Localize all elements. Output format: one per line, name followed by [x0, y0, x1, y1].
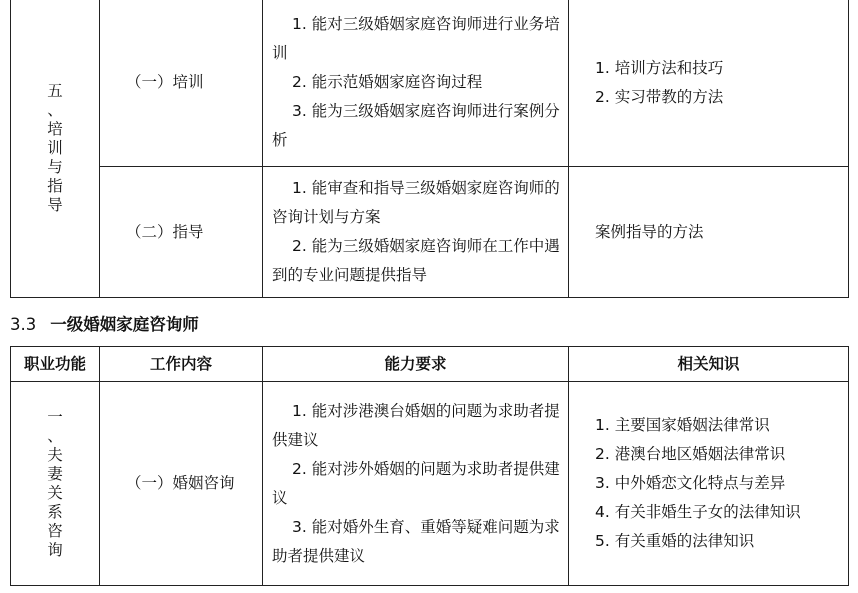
table-row [11, 167, 849, 298]
table-row [11, 0, 849, 167]
function-cell [11, 382, 100, 586]
knowledge-item: 案例指导的方法 [595, 222, 704, 241]
ability-item: 1. 能审查和指导三级婚姻家庭咨询师的咨询计划与方案 [272, 179, 560, 226]
knowledge-cell [569, 167, 849, 298]
bottom-standards-table [10, 346, 849, 586]
knowledge-item: 1. 培训方法和技巧 [595, 58, 724, 77]
knowledge-cell [569, 382, 849, 586]
header-work-content: 工作内容 [100, 347, 263, 382]
ability-item: 2. 能示范婚姻家庭咨询过程 [292, 73, 483, 91]
ability-cell [263, 0, 569, 167]
function-label: 一 、 夫 妻 关 系 咨 询 [47, 407, 63, 559]
header-row [11, 347, 849, 382]
section-heading [10, 313, 199, 337]
knowledge-cell [569, 0, 849, 167]
work-content-cell: （一）培训 [100, 0, 263, 167]
ability-cell [263, 167, 569, 298]
ability-item: 3. 能对婚外生育、重婚等疑难问题为求助者提供建议 [272, 517, 560, 565]
ability-item: 2. 能为三级婚姻家庭咨询师在工作中遇到的专业问题提供指导 [272, 237, 560, 284]
knowledge-item: 4. 有关非婚生子女的法律知识 [595, 503, 801, 521]
knowledge-item: 5. 有关重婚的法律知识 [595, 532, 755, 550]
knowledge-item: 1. 主要国家婚姻法律常识 [595, 416, 770, 434]
table-row [11, 382, 849, 586]
function-cell [11, 0, 100, 298]
header-function: 职业功能 [11, 347, 100, 382]
ability-item: 3. 能为三级婚姻家庭咨询师进行案例分析 [272, 102, 560, 149]
work-content-cell: （二）指导 [100, 167, 263, 298]
function-label: 五 、 培 训 与 指 导 [47, 81, 63, 214]
header-knowledge: 相关知识 [569, 347, 849, 382]
knowledge-item: 2. 港澳台地区婚姻法律常识 [595, 445, 786, 463]
section-title: 一级婚姻家庭咨询师 [50, 315, 199, 334]
knowledge-item: 2. 实习带教的方法 [595, 87, 724, 106]
header-ability: 能力要求 [263, 347, 569, 382]
ability-item: 2. 能对涉外婚姻的问题为求助者提供建议 [272, 459, 560, 507]
section-number: 3.3 [10, 315, 37, 334]
ability-item: 1. 能对三级婚姻家庭咨询师进行业务培训 [272, 15, 560, 62]
knowledge-item: 3. 中外婚恋文化特点与差异 [595, 474, 786, 492]
work-content-cell: （一）婚姻咨询 [100, 382, 263, 586]
ability-item: 1. 能对涉港澳台婚姻的问题为求助者提供建议 [272, 401, 560, 449]
ability-cell [263, 382, 569, 586]
top-standards-table [10, 0, 849, 298]
